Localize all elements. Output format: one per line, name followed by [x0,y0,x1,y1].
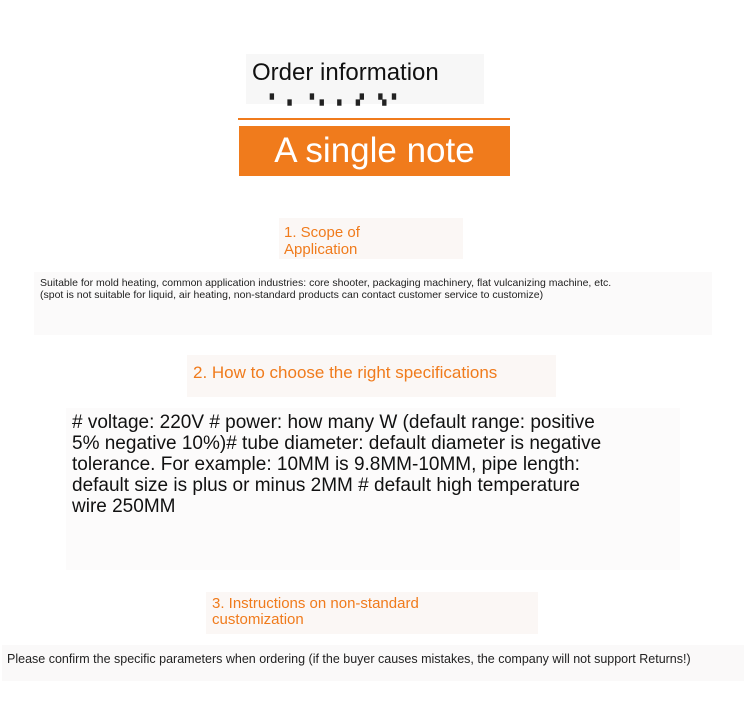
page-title: Order information [246,54,484,104]
section-2-heading: 2. How to choose the right specifications [187,355,556,397]
section-2-body-line-2: 5% negative 10%)# tube diameter: default diameter is negative [72,433,602,454]
section-1-body [34,272,712,335]
section-1-body-line-2: (spot is not suitable for liquid, air heating, non-standard products can contact customer service to customize) [40,289,544,301]
section-2-body-line-1: # voltage: 220V # power: how many W (default range: positive [72,412,595,433]
banner-title: A single note [239,126,510,176]
section-2-body-line-4: default size is plus or minus 2MM # default high temperature [72,475,580,496]
section-3-heading-line-2: customization [212,611,304,628]
section-1-heading [279,218,463,259]
section-2-body [66,408,680,570]
section-3-body: Please confirm the specific parameters when ordering (if the buyer causes mistakes, the company will not support Returns!) [2,645,744,681]
orange-divider [238,118,510,120]
section-2-body-line-3: tolerance. For example: 10MM is 9.8MM-10MM, pipe length: [72,454,580,475]
section-1-body-line-1: Suitable for mold heating, common application industries: core shooter, packaging machinery, flat vulcanizing machine, etc. [40,277,612,289]
section-1-heading-line-1: 1. Scope of [284,224,360,241]
section-3-heading-line-1: 3. Instructions on non-standard [212,595,419,612]
section-3-heading [206,592,538,634]
section-2-body-line-5: wire 250MM [72,496,176,517]
section-1-heading-line-2: Application [284,241,358,258]
title-underline-decoration: ▘▗ ▝▖▗ ▞ ▚▘ [270,95,406,106]
